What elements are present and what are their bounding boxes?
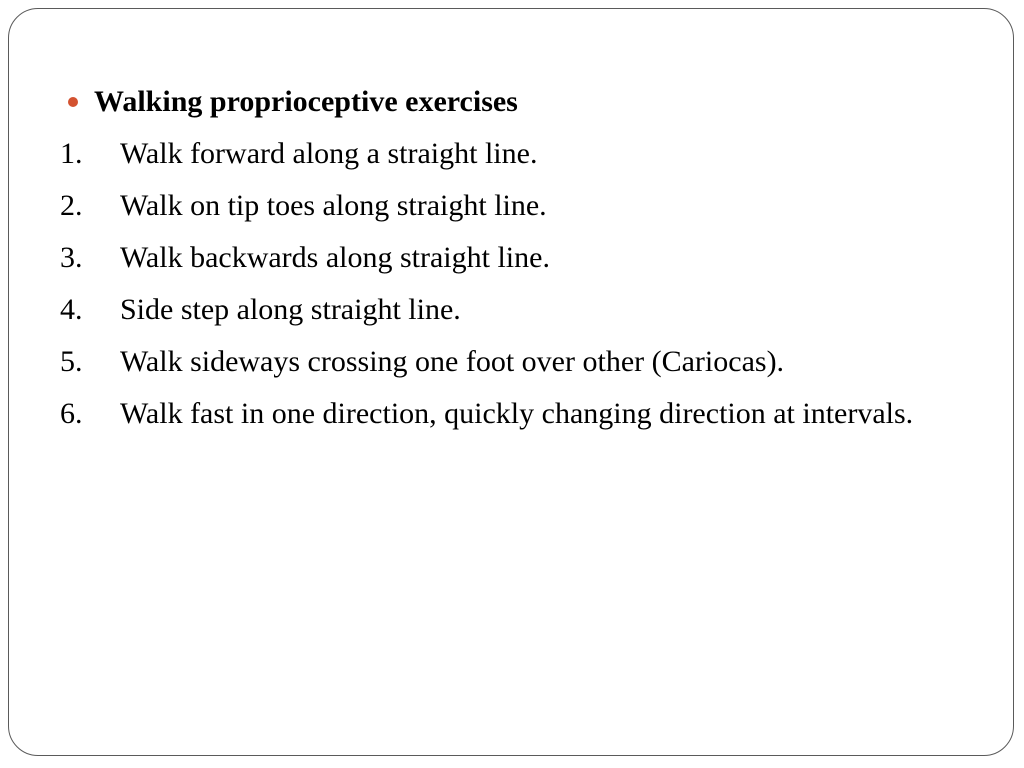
list-item-number: 1.	[60, 137, 83, 170]
exercise-list	[60, 132, 970, 444]
list-item	[60, 236, 970, 280]
list-item-number: 2.	[60, 189, 83, 222]
list-item	[60, 288, 970, 332]
list-item-text: Walk backwards along straight line.	[120, 241, 550, 274]
slide-heading: Walking proprioceptive exercises	[94, 85, 518, 118]
list-item-number: 5.	[60, 345, 83, 378]
list-item-number: 3.	[60, 241, 83, 274]
list-item-number: 6.	[60, 397, 83, 430]
list-item	[60, 184, 970, 228]
list-item-number: 4.	[60, 293, 83, 326]
list-item-text: Walk on tip toes along straight line.	[120, 189, 547, 222]
list-item-text: Walk sideways crossing one foot over other (Cariocas).	[120, 345, 785, 378]
list-item	[60, 340, 970, 384]
bullet-dot-icon	[68, 97, 78, 107]
list-item-text: Walk forward along a straight line.	[120, 137, 538, 170]
list-item	[60, 392, 970, 436]
heading-bullet-line	[68, 80, 518, 124]
list-item-text: Side step along straight line.	[120, 293, 461, 326]
list-item	[60, 132, 970, 176]
list-item-text: Walk fast in one direction, quickly changing direction at intervals.	[120, 397, 914, 430]
